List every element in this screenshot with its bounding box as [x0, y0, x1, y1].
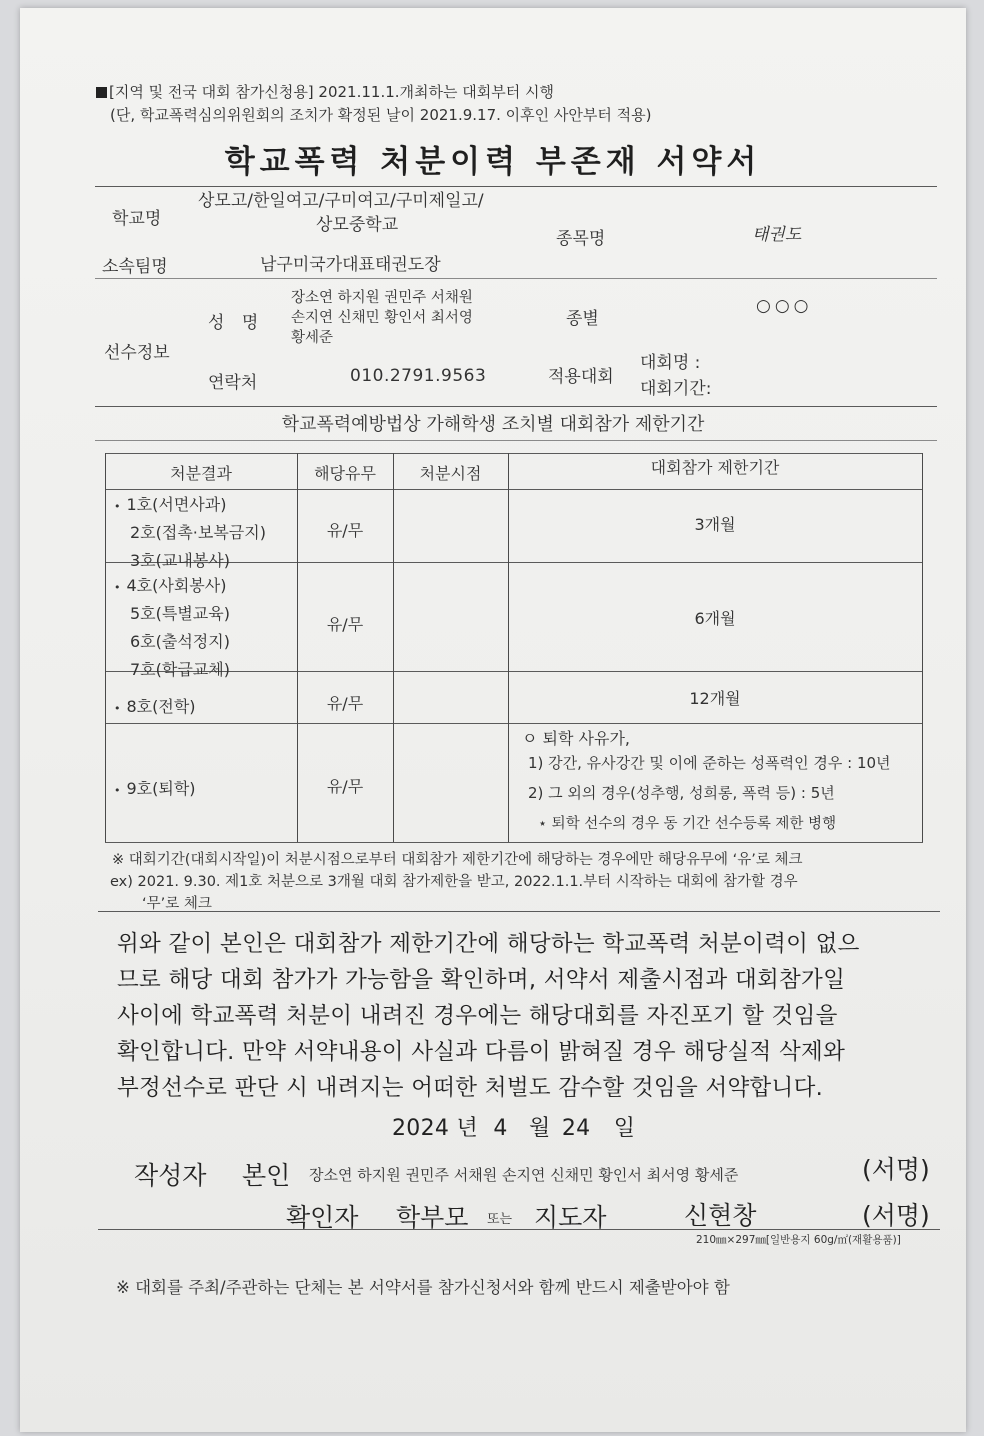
writer-names: 장소연 하지원 권민주 서채원 손지연 신채민 황인서 최서영 황세준 — [309, 1166, 739, 1184]
note-1: ※ 대회기간(대회시작일)이 처분시점으로부터 대회참가 제한기간에 해당하는 경우에만 해당유무에 ‘유’로 체크 — [112, 852, 803, 868]
note-3: ‘무’로 체크 — [142, 896, 212, 912]
confirmer-name: 신현창 — [684, 1201, 757, 1230]
table-border — [105, 453, 923, 454]
table-border — [105, 453, 106, 842]
notice-line-2: (단, 학교폭력심의위원회의 조치가 확정된 날이 2021.9.17. 이후인 사안부터 적용) — [110, 106, 652, 124]
table-cell-has: 유/무 — [326, 615, 364, 634]
notice-line-1 — [96, 81, 554, 102]
date-month: 4 — [493, 1116, 508, 1141]
event-period-label: 대회기간: — [640, 379, 712, 399]
pledge-line: 므로 해당 대회 참가가 가능함을 확인하며, 서약서 제출시점과 대회참가일 — [117, 967, 846, 993]
confirmer-sign: (서명) — [862, 1201, 930, 1230]
contact-label: 연락처 — [208, 373, 258, 393]
table-cell-period-line: ㅇ 퇴학 사유가, — [522, 729, 630, 748]
table-border — [393, 453, 394, 842]
team-label: 소속팀명 — [102, 257, 168, 277]
event-name-label: 대회명 : — [640, 353, 701, 373]
table-cell-period: 12개월 — [689, 689, 741, 708]
team-value: 남구미국가대표태권도장 — [260, 255, 441, 275]
date-year: 2024 — [392, 1116, 450, 1141]
date-day: 24 — [561, 1116, 591, 1141]
table-cell-item: • 4호(사회봉사) — [114, 576, 227, 595]
writer-sign: (서명) — [862, 1155, 930, 1184]
names-line-3: 황세준 — [291, 330, 334, 346]
divider — [98, 1229, 940, 1230]
school-value-line-1: 상모고/한일여고/구미여고/구미제일고/ — [198, 191, 484, 211]
pledge-line: 사이에 학교폭력 처분이 내려진 경우에는 해당대회를 자진포기 할 것임을 — [117, 1003, 838, 1029]
square-bullet-icon — [96, 87, 107, 98]
table-cell-period-line: 2) 그 외의 경우(성추행, 성희롱, 폭력 등) : 5년 — [528, 784, 835, 802]
table-header: 처분시점 — [419, 464, 482, 483]
writer-label: 작성자 — [134, 1161, 207, 1190]
divider — [95, 406, 937, 407]
table-header: 대회참가 제한기간 — [650, 458, 780, 477]
confirmer-role: 학부모 — [396, 1203, 469, 1232]
confirmer-role-2: 지도자 — [534, 1203, 607, 1232]
table-cell-item: • 8호(전학) — [114, 697, 196, 716]
contact-value: 010.2791.9563 — [350, 366, 487, 386]
note-2: ex) 2021. 9.30. 제1호 처분으로 3개월 대회 참가제한을 받고, 2022.1.1.부터 시작하는 대회에 참가할 경우 — [110, 874, 798, 890]
pledge-line: 부정선수로 판단 시 내려지는 어떠한 처벌도 감수할 것임을 서약합니다. — [117, 1075, 824, 1101]
table-border — [105, 842, 923, 843]
table-cell-has: 유/무 — [326, 694, 364, 713]
footer-note: ※ 대회를 주최/주관하는 단체는 본 서약서를 참가신청서와 함께 반드시 제출받아야 함 — [116, 1278, 730, 1297]
table-border — [105, 723, 923, 724]
paper-spec: 210㎜×297㎜[일반용지 60g/㎡(재활용품)] — [696, 1234, 901, 1246]
table-cell-item: • 9호(퇴학) — [114, 779, 196, 798]
date — [392, 1111, 635, 1142]
date-year-unit: 년 — [456, 1116, 479, 1141]
table-border — [105, 489, 923, 490]
table-cell-item: 7호(학급교체) — [130, 660, 230, 679]
divider — [95, 278, 937, 279]
pledge-line: 확인합니다. 만약 서약내용이 사실과 다름이 밝혀질 경우 해당실적 삭제와 — [117, 1039, 846, 1065]
date-month-unit: 월 — [528, 1116, 551, 1141]
table-cell-item: • 1호(서면사과) — [114, 495, 227, 514]
notice-line-1-text: [지역 및 전국 대회 참가신청용] 2021.11.1.개최하는 대회부터 시행 — [109, 83, 554, 101]
table-cell-item: 5호(특별교육) — [130, 604, 230, 623]
table-header: 처분결과 — [170, 464, 232, 483]
table-cell-period: 6개월 — [694, 609, 736, 628]
gender-label: 종별 — [566, 309, 599, 329]
table-cell-period-line: 1) 강간, 유사강간 및 이에 준하는 성폭력인 경우 : 10년 — [528, 754, 891, 772]
table-border — [922, 453, 923, 842]
confirmer-or: 또는 — [487, 1212, 513, 1227]
table-cell-period-line: ⋆ 퇴학 선수의 경우 동 기간 선수등록 제한 병행 — [538, 816, 837, 832]
table-cell-period: 3개월 — [694, 515, 736, 534]
writer-role: 본인 — [242, 1161, 291, 1190]
name-label: 성 명 — [208, 313, 265, 333]
table-cell-item: 6호(출석정지) — [130, 632, 230, 651]
names-line-1: 장소연 하지원 권민주 서채원 — [291, 290, 473, 306]
table-cell-item: 2호(접촉·보복금지) — [130, 523, 266, 542]
table-cell-has: 유/무 — [326, 777, 364, 796]
divider — [98, 911, 940, 912]
school-value-line-2: 상모중학교 — [316, 215, 399, 235]
table-cell-has: 유/무 — [326, 521, 364, 540]
section-title: 학교폭력예방법상 가해학생 조치별 대회참가 제한기간 — [281, 414, 705, 435]
sport-label: 종목명 — [556, 229, 606, 249]
table-header: 해당유무 — [314, 464, 376, 483]
divider — [95, 440, 937, 441]
date-day-unit: 일 — [613, 1116, 636, 1141]
table-cell-item: 3호(교내봉사) — [130, 551, 230, 570]
gender-value: ○○○ — [756, 296, 813, 316]
names-line-2: 손지연 신채민 황인서 최서영 — [291, 310, 473, 326]
confirmer-label: 확인자 — [286, 1203, 359, 1232]
pledge-line: 위와 같이 본인은 대회참가 제한기간에 해당하는 학교폭력 처분이력이 없으 — [117, 931, 860, 957]
school-label: 학교명 — [112, 209, 162, 229]
player-info-label: 선수정보 — [104, 343, 170, 363]
event-label: 적용대회 — [548, 367, 614, 387]
sport-value: 태권도 — [752, 225, 802, 245]
document-sheet — [20, 8, 966, 1432]
document-title: 학교폭력 처분이력 부존재 서약서 — [224, 144, 762, 180]
